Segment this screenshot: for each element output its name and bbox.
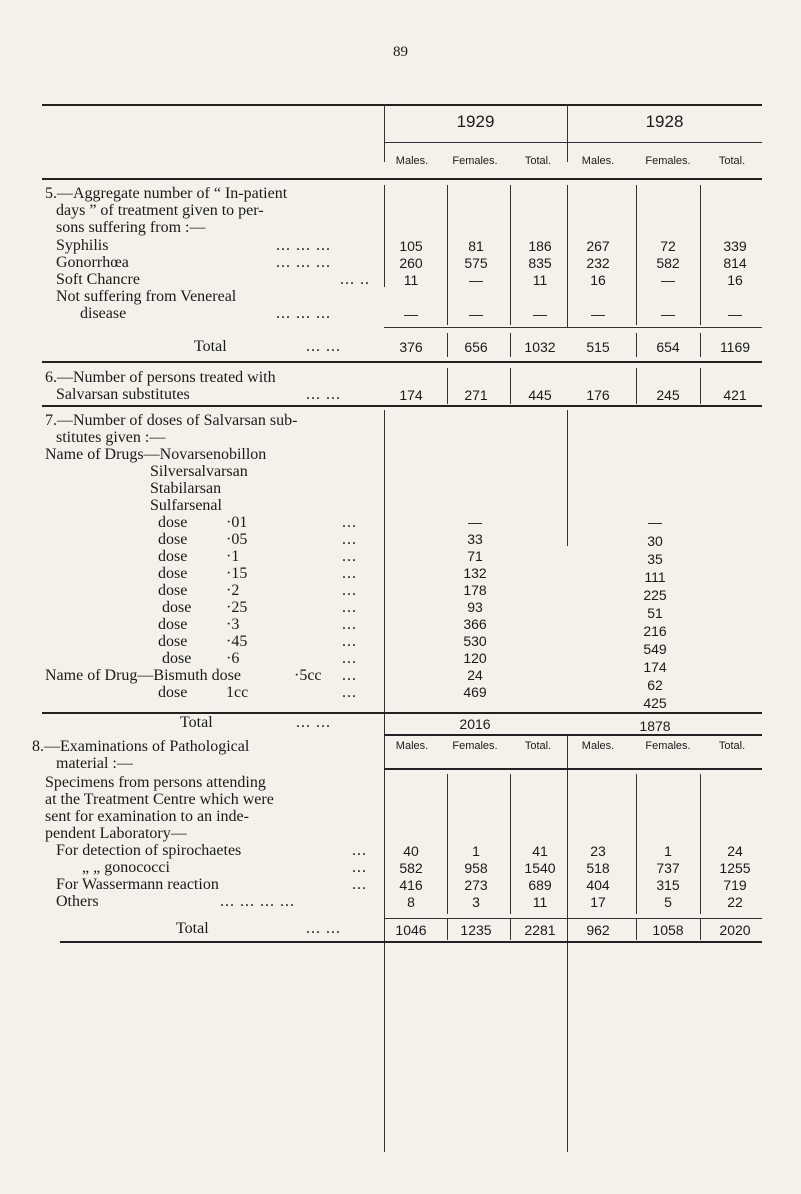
s7-row-dots-15: ... <box>342 565 357 582</box>
header-females-1929: Females. <box>452 155 498 167</box>
s5-row-disease-label: disease <box>80 305 127 322</box>
s7-1928-bismuth: 62 <box>647 677 663 693</box>
s7-1928-dose-45: 549 <box>643 641 667 657</box>
s7-dose-value-2: ·2 <box>226 582 240 599</box>
s8-gono-total-1928: 1255 <box>719 860 751 876</box>
s5-syphilis-total-1929: 186 <box>528 238 552 254</box>
s8-total-rule-d <box>636 918 637 940</box>
s5-total-females-1929: 656 <box>464 339 488 355</box>
s5-gonorrhoea-total-1929: 835 <box>528 255 552 271</box>
s7-1928-dose-3: 216 <box>643 623 667 639</box>
s8-spiro-total-1929: 41 <box>532 843 548 859</box>
s8-total-rule-a <box>447 918 448 940</box>
s8-intro-line2: at the Treatment Centre which were <box>45 791 274 808</box>
s7-drugs-line4: Sulfarsenal <box>150 497 222 514</box>
s7-drugs-line1: Name of Drugs—Novarsenobillon <box>45 446 267 463</box>
s7-total-top-rule <box>42 712 762 714</box>
s5-rule-d <box>636 185 637 325</box>
s8-row-spirochaetes-dots: ... <box>352 842 367 859</box>
s6-total-1928: 421 <box>723 387 747 403</box>
s8-wass-males-1928: 404 <box>586 877 610 893</box>
s8-others-males-1928: 17 <box>590 894 606 910</box>
year-underline-1929 <box>384 142 567 143</box>
s8-header-total-1928: Total. <box>718 740 746 752</box>
s7-1929-dose-6: 120 <box>463 650 487 666</box>
s7-dose-label-1: dose <box>158 548 188 565</box>
s8-total-males-1928: 962 <box>586 922 610 938</box>
s5-total-females-1928: 654 <box>656 339 680 355</box>
s7-dose-value-25: ·25 <box>226 599 248 616</box>
s5-left-rule <box>384 185 385 287</box>
s5-row-syphilis-dots: ... ... ... <box>276 237 331 254</box>
s8-total-rule-e <box>700 918 701 940</box>
s5-total-total-1928: 1169 <box>719 339 751 355</box>
s8-row-wassermann-label: For Wassermann reaction <box>56 876 219 893</box>
s8-others-males-1929: 8 <box>407 894 415 910</box>
s5-row-gonorrhoea-dots: ... ... ... <box>276 254 331 271</box>
s5-total-rule-d <box>636 333 637 357</box>
s7-1929-dose-45: 530 <box>463 633 487 649</box>
s8-others-total-1929: 11 <box>532 894 548 910</box>
s5-chancre-total-1929: 11 <box>532 272 548 288</box>
s5-total-males-1928: 515 <box>586 339 610 355</box>
s8-total-rule <box>384 918 762 919</box>
s5-gonorrhoea-females-1928: 582 <box>656 255 680 271</box>
s7-row-dots-01: ... <box>342 514 357 531</box>
s8-total-dots: ... ... <box>306 920 341 937</box>
s5-chancre-females-1929: — <box>469 272 483 288</box>
s8-total-total-1929: 2281 <box>524 922 556 938</box>
s7-1928-dose-6: 174 <box>643 659 667 675</box>
s8-spiro-males-1928: 23 <box>590 843 606 859</box>
s7-row-dots-bismuth: ... <box>342 667 357 684</box>
s8-row-others-dots: ... ... ... ... <box>220 893 295 910</box>
s8-header-total-1929: Total. <box>524 740 552 752</box>
header-males-1928: Males. <box>581 155 615 167</box>
s7-1929-dose-1: 71 <box>467 548 483 564</box>
s5-disease-males-1928: — <box>591 306 605 322</box>
s7-dose-label-05: dose <box>158 531 188 548</box>
s8-title-line2: material :— <box>56 755 133 772</box>
s7-drugs-line3: Stabilarsan <box>150 480 222 497</box>
header-bottom-rule <box>42 178 762 180</box>
s8-wass-total-1929: 689 <box>528 877 552 893</box>
s6-title-line2: Salvarsan substitutes <box>56 386 190 403</box>
s7-1928-dose-05: 30 <box>647 533 663 549</box>
s5-gonorrhoea-males-1929: 260 <box>399 255 423 271</box>
s5-disease-males-1929: — <box>404 306 418 322</box>
s7-dose-value-6: ·6 <box>226 650 240 667</box>
s7-1929-dose-05: 33 <box>467 531 483 547</box>
s7-1928-dose-01: — <box>648 514 662 530</box>
s5-chancre-males-1928: 16 <box>590 272 606 288</box>
s7-1928-dose-1: 35 <box>647 551 663 567</box>
s7-row-dots-2: ... <box>342 582 357 599</box>
s8-spiro-females-1928: 1 <box>664 843 672 859</box>
s5-rule-b <box>510 185 511 325</box>
s6-dots: ... ... <box>306 386 341 403</box>
s5-total-rule <box>384 327 762 328</box>
s5-rule-a <box>447 185 448 325</box>
s7-dose-value-01: ·01 <box>226 514 248 531</box>
s5-total-rule-b <box>510 333 511 357</box>
s8-intro-line3: sent for examination to an inde- <box>45 808 249 825</box>
s8-rule-left <box>384 736 385 1152</box>
s8-bottom-rule <box>60 941 762 943</box>
s7-dose-label-45: dose <box>158 633 188 650</box>
s7-total-1929: 2016 <box>459 716 491 732</box>
s6-rule-e <box>700 368 701 404</box>
s5-title-line1: 5.—Aggregate number of “ In-patient <box>45 185 288 202</box>
s8-spiro-males-1929: 40 <box>403 843 419 859</box>
s6-rule-a <box>447 368 448 404</box>
s8-header-males-1929: Males. <box>395 740 429 752</box>
s8-rule-e <box>700 774 701 914</box>
s5-disease-total-1929: — <box>533 306 547 322</box>
s8-row-others-label: Others <box>56 893 99 910</box>
s8-header-rule <box>384 768 762 770</box>
s7-total-dots: ... ... <box>296 714 331 731</box>
s7-mid-rule <box>567 410 568 546</box>
s8-row-gonococci-label: „ „ gonococci <box>82 859 170 876</box>
s8-rule-a <box>447 774 448 914</box>
s8-total-rule-b <box>510 918 511 940</box>
s5-total-label: Total <box>194 338 227 355</box>
s8-title-line1: 8.—Examinations of Pathological <box>32 738 250 755</box>
s7-dose-label-3: dose <box>158 616 188 633</box>
s8-gono-males-1929: 582 <box>399 860 423 876</box>
s7-dose-value-1: ·1 <box>226 548 240 565</box>
page-number: 89 <box>393 44 408 60</box>
s6-males-1928: 176 <box>586 387 610 403</box>
s7-row-dots-05: ... <box>342 531 357 548</box>
s8-total-males-1929: 1046 <box>395 922 427 938</box>
s7-bismuth-label: Name of Drug—Bismuth dose <box>45 667 241 684</box>
s7-dose-value-15: ·15 <box>226 565 248 582</box>
s7-dose-label-6: dose <box>162 650 192 667</box>
s8-wass-males-1929: 416 <box>399 877 423 893</box>
s7-dose-label-1cc: dose <box>158 684 188 701</box>
s7-row-dots-3: ... <box>342 616 357 633</box>
s5-syphilis-total-1928: 339 <box>723 238 747 254</box>
s8-others-females-1928: 5 <box>664 894 672 910</box>
s5-row-soft-chancre-dots: ... .. <box>340 271 370 288</box>
s5-row-not-suffering-label: Not suffering from Venereal <box>56 288 237 305</box>
s8-total-females-1929: 1235 <box>460 922 492 938</box>
s8-others-females-1929: 3 <box>472 894 480 910</box>
s7-1929-dose-3: 366 <box>463 616 487 632</box>
s7-total-1928: 1878 <box>639 718 671 734</box>
s7-row-dots-1: ... <box>342 548 357 565</box>
s5-syphilis-males-1929: 105 <box>399 238 423 254</box>
s5-gonorrhoea-total-1928: 814 <box>723 255 747 271</box>
s5-bottom-rule <box>42 361 762 363</box>
s6-rule-d <box>636 368 637 404</box>
s7-dose-value-05: ·05 <box>226 531 248 548</box>
s6-rule-b <box>510 368 511 404</box>
s8-row-wassermann-dots: ... <box>352 876 367 893</box>
s7-dose-value-1cc: 1cc <box>226 684 249 701</box>
s8-gono-females-1928: 737 <box>656 860 680 876</box>
year-1929-header: 1929 <box>456 112 495 131</box>
s7-dose-label-15: dose <box>158 565 188 582</box>
s5-total-dots: ... ... <box>306 338 341 355</box>
s7-1929-dose-15: 132 <box>463 565 487 581</box>
s8-total-label: Total <box>176 920 209 937</box>
s8-header-females-1929: Females. <box>452 740 498 752</box>
s5-chancre-total-1928: 16 <box>727 272 743 288</box>
s7-dose-label-25: dose <box>162 599 192 616</box>
s8-spiro-females-1929: 1 <box>472 843 480 859</box>
s6-bottom-rule <box>42 405 762 407</box>
s6-title-line1: 6.—Number of persons treated with <box>45 369 276 386</box>
s6-females-1928: 245 <box>656 387 680 403</box>
s8-gono-total-1929: 1540 <box>524 860 556 876</box>
s6-males-1929: 174 <box>399 387 423 403</box>
s5-disease-total-1928: — <box>728 306 742 322</box>
s5-title-line2: days ” of treatment given to per- <box>56 202 264 219</box>
s8-others-total-1928: 22 <box>727 894 743 910</box>
s8-rule-mid <box>567 736 568 1152</box>
s7-dose-label-01: dose <box>158 514 188 531</box>
s8-gono-females-1929: 958 <box>464 860 488 876</box>
s7-1929-dose-01: — <box>468 514 482 530</box>
s8-wass-females-1928: 315 <box>656 877 680 893</box>
header-males-1929: Males. <box>395 155 429 167</box>
s6-females-1929: 271 <box>464 387 488 403</box>
s5-total-rule-a <box>447 333 448 357</box>
s7-1929-dose-1cc: 469 <box>463 684 487 700</box>
s7-total-label: Total <box>180 714 213 731</box>
s5-total-males-1929: 376 <box>399 339 423 355</box>
header-total-1928: Total. <box>718 155 746 167</box>
s7-1929-dose-2: 178 <box>463 582 487 598</box>
s8-header-males-1928: Males. <box>581 740 615 752</box>
s8-spiro-total-1928: 24 <box>727 843 743 859</box>
s7-bottom-rule <box>384 734 762 736</box>
s5-row-disease-dots: ... ... ... <box>276 305 331 322</box>
s7-1928-dose-25: 51 <box>647 605 663 621</box>
s8-rule-b <box>510 774 511 914</box>
s5-syphilis-females-1928: 72 <box>660 238 676 254</box>
s7-row-dots-1cc: ... <box>342 684 357 701</box>
s5-row-syphilis-label: Syphilis <box>56 237 109 254</box>
s5-title-line3: sons suffering from :— <box>56 219 206 236</box>
s5-gonorrhoea-males-1928: 232 <box>586 255 610 271</box>
s8-wass-total-1928: 719 <box>723 877 747 893</box>
s7-bismuth-dose: ·5cc <box>294 667 322 684</box>
s7-1928-dose-1cc: 425 <box>643 695 667 711</box>
top-rule <box>42 104 762 106</box>
s7-dose-label-2: dose <box>158 582 188 599</box>
s5-gonorrhoea-females-1929: 575 <box>464 255 488 271</box>
s8-rule-d <box>636 774 637 914</box>
s7-title-line2: stitutes given :— <box>56 429 166 446</box>
s5-rule-c <box>567 185 568 327</box>
s7-1928-dose-2: 225 <box>643 587 667 603</box>
s5-total-rule-e <box>700 333 701 357</box>
s6-total-1929: 445 <box>528 387 552 403</box>
s7-dose-value-45: ·45 <box>226 633 248 650</box>
s7-title-line1: 7.—Number of doses of Salvarsan sub- <box>45 412 298 429</box>
s7-row-dots-25: ... <box>342 599 357 616</box>
s8-total-total-1928: 2020 <box>719 922 751 938</box>
s7-dose-value-3: ·3 <box>226 616 240 633</box>
s5-row-gonorrhoea-label: Gonorrhœa <box>56 254 129 271</box>
s8-row-spirochaetes-label: For detection of spirochaetes <box>56 842 242 859</box>
s5-disease-females-1929: — <box>469 306 483 322</box>
s5-row-soft-chancre-label: Soft Chancre <box>56 271 140 288</box>
s7-drugs-line2: Silversalvarsan <box>150 463 248 480</box>
year-underline-1928 <box>567 142 762 143</box>
s5-rule-e <box>700 185 701 325</box>
s7-row-dots-45: ... <box>342 633 357 650</box>
year-1928-header: 1928 <box>645 112 684 131</box>
s5-total-total-1929: 1032 <box>524 339 556 355</box>
s5-chancre-males-1929: 11 <box>403 272 419 288</box>
s8-intro-line4: pendent Laboratory— <box>45 825 187 842</box>
s8-gono-males-1928: 518 <box>586 860 610 876</box>
s7-1929-dose-25: 93 <box>467 599 483 615</box>
s5-syphilis-males-1928: 267 <box>586 238 610 254</box>
s8-row-gonococci-dots: ... <box>352 859 367 876</box>
s8-total-females-1928: 1058 <box>652 922 684 938</box>
s7-row-dots-6: ... <box>342 650 357 667</box>
s5-disease-females-1928: — <box>661 306 675 322</box>
header-total-1929: Total. <box>524 155 552 167</box>
s7-1929-bismuth: 24 <box>467 667 483 683</box>
s7-1928-dose-15: 111 <box>644 569 666 585</box>
s5-syphilis-females-1929: 81 <box>468 238 484 254</box>
s8-wass-females-1929: 273 <box>464 877 488 893</box>
s8-intro-line1: Specimens from persons attending <box>45 774 266 791</box>
s8-header-females-1928: Females. <box>645 740 691 752</box>
header-females-1928: Females. <box>645 155 691 167</box>
s5-chancre-females-1928: — <box>661 272 675 288</box>
